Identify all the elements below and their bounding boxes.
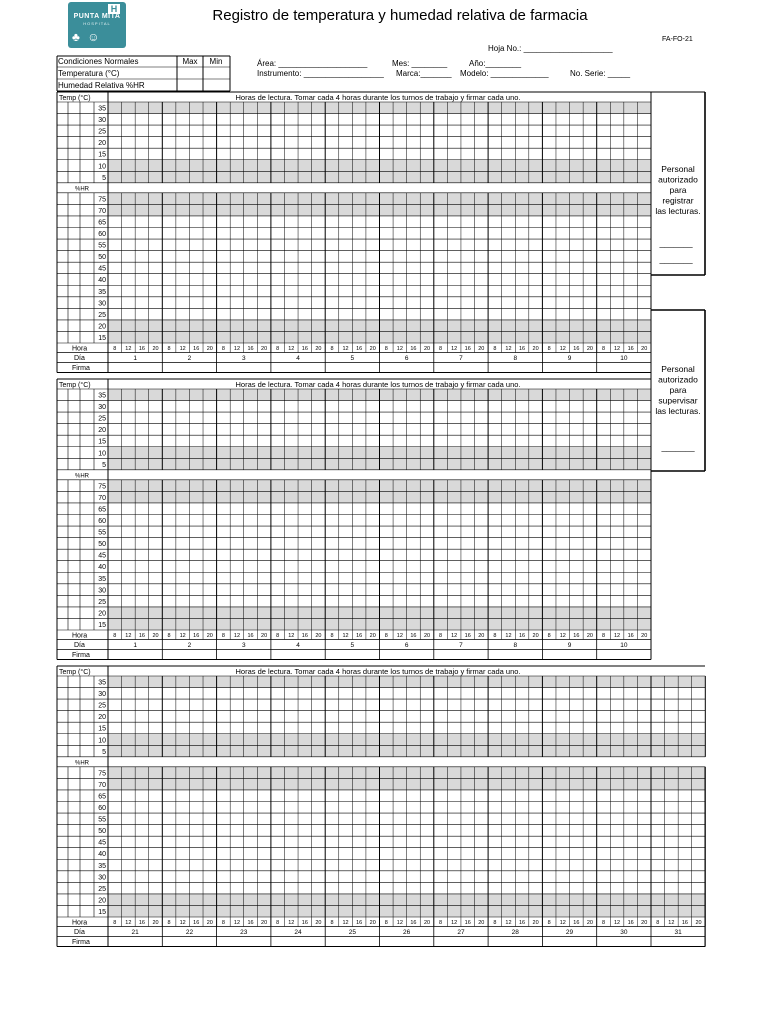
day-number: 24 (294, 929, 302, 936)
hr-value-label: 15 (98, 908, 106, 916)
hospital-h-icon: H (108, 4, 120, 14)
temp-value-label: 15 (98, 725, 106, 733)
temp-value-label: 5 (102, 174, 106, 182)
day-number: 5 (350, 642, 355, 649)
hour-label: 8 (330, 346, 334, 352)
day-number: 5 (350, 355, 355, 362)
hour-label: 12 (125, 920, 132, 926)
hour-label: 8 (276, 920, 280, 926)
hour-label: 20 (532, 920, 539, 926)
hour-label: 20 (641, 920, 648, 926)
day-number: 9 (567, 642, 572, 649)
humidity-condition-label: Humedad Relativa %HR (58, 81, 145, 90)
hour-label: 12 (179, 346, 186, 352)
hour-label: 20 (315, 920, 322, 926)
temp-value-label: 25 (98, 128, 106, 136)
sheet-number-field[interactable]: Hoja No.: ____________________ (488, 44, 613, 53)
hr-value-label: 50 (98, 541, 106, 549)
hr-value-label: 20 (98, 323, 106, 331)
hour-label: 16 (247, 633, 254, 639)
hour-label: 12 (505, 346, 512, 352)
hr-value-label: 70 (98, 781, 106, 789)
hr-value-label: 40 (98, 851, 106, 859)
hour-label: 8 (221, 346, 225, 352)
register-personnel-text: registrar (662, 195, 694, 206)
hour-label: 20 (641, 633, 648, 639)
hr-value-label: 45 (98, 265, 106, 273)
hr-axis-label: %HR (74, 473, 90, 480)
hour-label: 20 (586, 346, 593, 352)
logo-subtitle: HOSPITAL (83, 21, 111, 26)
hr-value-label: 25 (98, 311, 106, 319)
day-number: 2 (187, 355, 192, 362)
day-number: 2 (187, 642, 192, 649)
hour-label: 20 (641, 346, 648, 352)
hour-label: 16 (356, 920, 363, 926)
hr-value-label: 25 (98, 885, 106, 893)
hr-value-label: 30 (98, 587, 106, 595)
hr-value-label: 40 (98, 564, 106, 572)
day-number: 29 (565, 929, 574, 936)
hour-label: 8 (384, 633, 388, 639)
hr-value-label: 55 (98, 816, 106, 824)
hr-value-label: 70 (98, 494, 106, 502)
hour-label: 8 (493, 633, 497, 639)
hour-label: 20 (206, 920, 213, 926)
hour-label: 20 (152, 633, 159, 639)
model-field[interactable]: Modelo: _____________ (460, 69, 549, 78)
temp-value-label: 5 (102, 748, 106, 756)
hour-label: 16 (138, 633, 145, 639)
hour-label: 20 (586, 633, 593, 639)
hour-label: 20 (478, 920, 485, 926)
hour-label: 20 (532, 346, 539, 352)
hour-label: 8 (493, 346, 497, 352)
hour-label: 12 (396, 346, 403, 352)
hora-label: Hora (72, 345, 88, 353)
hour-label: 20 (369, 920, 376, 926)
hour-label: 12 (342, 633, 349, 639)
brand-field[interactable]: Marca:_______ (396, 69, 452, 78)
area-field[interactable]: Área: ____________________ (257, 59, 368, 68)
hour-label: 12 (179, 633, 186, 639)
register-personnel-text: las lecturas. (655, 206, 701, 216)
hour-label: 16 (193, 633, 200, 639)
hour-label: 12 (233, 633, 241, 639)
hr-value-label: 65 (98, 219, 106, 227)
temp-value-label: 35 (98, 392, 106, 400)
hr-value-label: 25 (98, 598, 106, 606)
hour-label: 12 (505, 633, 512, 639)
hour-label: 16 (138, 346, 145, 352)
temp-value-label: 30 (98, 117, 106, 125)
temp-value-label: 15 (98, 438, 106, 446)
day-number: 1 (133, 642, 137, 649)
hour-label: 8 (601, 633, 606, 639)
hr-value-label: 45 (98, 552, 106, 560)
hr-value-label: 60 (98, 231, 106, 238)
day-number: 26 (403, 929, 411, 936)
hour-label: 16 (301, 346, 308, 352)
hour-label: 16 (518, 920, 526, 926)
hour-label: 12 (179, 920, 186, 926)
temp-value-label: 10 (98, 450, 106, 458)
hour-label: 8 (547, 346, 551, 352)
hour-label: 12 (451, 633, 458, 639)
hour-label: 16 (356, 346, 363, 352)
hour-label: 16 (464, 633, 471, 639)
day-number: 7 (459, 355, 463, 362)
day-number: 30 (620, 929, 628, 936)
hour-label: 20 (423, 920, 431, 926)
hr-value-label: 65 (98, 793, 106, 801)
day-number: 3 (241, 642, 246, 649)
hour-label: 8 (656, 920, 660, 926)
supervise-personnel-text: supervisar (658, 395, 698, 406)
supervise-personnel-text: Personal (661, 364, 695, 374)
day-number: 1 (133, 355, 137, 362)
hour-label: 8 (221, 920, 225, 926)
hour-label: 16 (627, 920, 634, 926)
hour-label: 12 (614, 920, 621, 926)
hour-label: 12 (342, 346, 349, 352)
temperature-condition-label: Temperatura (°C) (58, 69, 120, 78)
hour-label: 12 (396, 633, 403, 639)
reading-instructions: Horas de lectura. Tomar cada 4 horas durante los turnos de trabajo y firmar cada uno. (235, 93, 521, 102)
day-number: 31 (674, 929, 682, 936)
hr-value-label: 45 (98, 839, 106, 847)
hour-label: 20 (369, 633, 376, 639)
hr-value-label: 60 (98, 805, 106, 812)
hr-value-label: 75 (98, 483, 106, 491)
temp-value-label: 25 (98, 415, 106, 423)
temp-value-label: 15 (98, 151, 106, 159)
hour-label: 16 (193, 920, 200, 926)
hour-label: 16 (573, 346, 580, 352)
people-icon: ♣ ☺ (72, 30, 102, 44)
temp-axis-label: Temp (°C) (59, 95, 91, 102)
reading-instructions: Horas de lectura. Tomar cada 4 horas durante los turnos de trabajo y firmar cada uno. (235, 667, 521, 676)
temp-value-label: 30 (98, 404, 106, 412)
reading-instructions: Horas de lectura. Tomar cada 4 horas durante los turnos de trabajo y firmar cada uno. (235, 380, 521, 389)
day-number: 6 (404, 355, 409, 362)
year-field[interactable]: Año:________ (469, 59, 522, 68)
hr-value-label: 30 (98, 300, 106, 308)
hour-label: 16 (518, 346, 526, 352)
hour-label: 12 (125, 633, 132, 639)
day-number: 10 (620, 642, 628, 649)
temp-axis-label: Temp (°C) (59, 382, 91, 389)
hour-label: 20 (261, 346, 268, 352)
hour-label: 8 (547, 633, 551, 639)
dia-label: Día (74, 929, 85, 936)
hour-label: 8 (384, 920, 388, 926)
max-label: Max (182, 57, 198, 66)
hour-label: 12 (125, 346, 132, 352)
hour-label: 12 (668, 920, 675, 926)
day-number: 4 (296, 355, 300, 362)
hora-label: Hora (72, 919, 88, 927)
hr-value-label: 60 (98, 518, 106, 525)
hour-label: 16 (464, 920, 471, 926)
hr-value-label: 20 (98, 897, 106, 905)
hr-value-label: 65 (98, 506, 106, 514)
month-field[interactable]: Mes: ________ (392, 59, 448, 68)
hour-label: 16 (573, 633, 580, 639)
temp-axis-label: Temp (°C) (59, 669, 91, 676)
hour-label: 8 (167, 346, 171, 352)
hour-label: 12 (288, 920, 295, 926)
hour-label: 16 (464, 346, 471, 352)
signature-line: _______ (661, 442, 695, 452)
hr-value-label: 55 (98, 242, 106, 250)
hour-label: 8 (330, 633, 334, 639)
hour-label: 16 (138, 920, 145, 926)
instrument-field[interactable]: Instrumento: __________________ (257, 69, 384, 78)
hour-label: 16 (410, 920, 417, 926)
hour-label: 20 (695, 920, 702, 926)
hour-label: 16 (356, 633, 363, 639)
day-number: 9 (567, 355, 572, 362)
hour-label: 12 (233, 920, 241, 926)
hr-value-label: 20 (98, 610, 106, 618)
hr-value-label: 75 (98, 196, 106, 204)
day-number: 8 (513, 642, 518, 649)
page-title: Registro de temperatura y humedad relativa de farmacia (212, 7, 588, 24)
hour-label: 12 (559, 633, 566, 639)
hour-label: 16 (410, 633, 417, 639)
temp-value-label: 5 (102, 461, 106, 469)
hr-value-label: 30 (98, 874, 106, 882)
firma-label: Firma (72, 365, 90, 372)
hour-label: 20 (423, 346, 431, 352)
hour-label: 8 (276, 346, 280, 352)
dia-label: Día (74, 355, 85, 362)
hour-label: 20 (152, 346, 159, 352)
day-number: 21 (131, 929, 139, 936)
hour-label: 16 (627, 633, 634, 639)
serial-field[interactable]: No. Serie: _____ (570, 69, 631, 78)
supervise-personnel-text: las lecturas. (655, 406, 701, 416)
hr-value-label: 50 (98, 254, 106, 262)
hr-axis-label: %HR (74, 186, 90, 193)
dia-label: Día (74, 642, 85, 649)
temp-value-label: 30 (98, 691, 106, 699)
temp-value-label: 10 (98, 163, 106, 171)
hour-label: 8 (601, 346, 606, 352)
hour-label: 12 (396, 920, 403, 926)
firma-label: Firma (72, 652, 90, 659)
day-number: 4 (296, 642, 300, 649)
hour-label: 8 (493, 920, 497, 926)
hour-label: 8 (167, 633, 171, 639)
hr-value-label: 50 (98, 828, 106, 836)
hour-label: 20 (586, 920, 593, 926)
hr-value-label: 15 (98, 621, 106, 629)
hour-label: 8 (384, 346, 388, 352)
hour-label: 8 (113, 920, 117, 926)
hour-label: 20 (532, 633, 539, 639)
day-number: 22 (185, 929, 194, 936)
hour-label: 12 (559, 346, 566, 352)
hour-label: 16 (301, 920, 308, 926)
hour-label: 20 (261, 633, 268, 639)
supervise-personnel-text: autorizado (658, 374, 698, 385)
hour-label: 8 (439, 346, 443, 352)
hr-value-label: 35 (98, 575, 106, 583)
hora-label: Hora (72, 632, 88, 640)
form-code: FA-FO-21 (662, 36, 693, 43)
hr-value-label: 15 (98, 334, 106, 342)
hour-label: 16 (301, 633, 308, 639)
firma-label: Firma (72, 939, 90, 946)
hour-label: 8 (221, 633, 225, 639)
hour-label: 16 (681, 920, 688, 926)
hour-label: 20 (478, 633, 485, 639)
hr-value-label: 35 (98, 288, 106, 296)
temp-value-label: 25 (98, 702, 106, 710)
hr-value-label: 75 (98, 770, 106, 778)
hour-label: 8 (276, 633, 280, 639)
conditions-header: Condiciones Normales (58, 57, 139, 66)
day-number: 3 (241, 355, 246, 362)
hour-label: 20 (315, 346, 322, 352)
hour-label: 12 (614, 633, 621, 639)
hour-label: 16 (193, 346, 200, 352)
register-personnel-text: Personal (661, 164, 695, 174)
hr-value-label: 55 (98, 529, 106, 537)
day-number: 23 (240, 929, 248, 936)
hour-label: 20 (478, 346, 485, 352)
hr-value-label: 40 (98, 277, 106, 285)
hour-label: 16 (518, 633, 526, 639)
register-personnel-text: para (669, 185, 687, 195)
hour-label: 20 (152, 920, 159, 926)
day-number: 7 (459, 642, 463, 649)
day-number: 8 (513, 355, 518, 362)
hour-label: 16 (247, 346, 254, 352)
hour-label: 20 (369, 346, 376, 352)
hour-label: 12 (451, 346, 458, 352)
hour-label: 20 (423, 633, 431, 639)
hour-label: 16 (627, 346, 634, 352)
signature-line: _______ (659, 254, 693, 264)
hour-label: 12 (505, 920, 512, 926)
hour-label: 12 (233, 346, 241, 352)
hour-label: 12 (559, 920, 566, 926)
hour-label: 16 (247, 920, 254, 926)
day-number: 10 (620, 355, 628, 362)
hr-value-label: 70 (98, 207, 106, 215)
temp-value-label: 20 (98, 714, 106, 722)
temp-value-label: 20 (98, 427, 106, 435)
hour-label: 12 (288, 633, 295, 639)
day-number: 28 (511, 929, 519, 936)
temp-value-label: 35 (98, 105, 106, 113)
supervise-personnel-text: para (669, 385, 687, 395)
hour-label: 8 (439, 920, 443, 926)
hour-label: 12 (451, 920, 458, 926)
logo-brand: PUNTA MITA (73, 13, 121, 20)
hr-value-label: 35 (98, 862, 106, 870)
register-personnel-text: autorizado (658, 174, 698, 185)
hour-label: 8 (547, 920, 551, 926)
temp-value-label: 20 (98, 140, 106, 148)
hour-label: 8 (439, 633, 443, 639)
hour-label: 12 (288, 346, 295, 352)
hour-label: 8 (113, 346, 117, 352)
signature-line: _______ (659, 238, 693, 248)
hour-label: 8 (113, 633, 117, 639)
temp-value-label: 10 (98, 737, 106, 745)
hour-label: 12 (614, 346, 621, 352)
hour-label: 20 (261, 920, 268, 926)
hr-axis-label: %HR (74, 760, 90, 767)
day-number: 25 (348, 929, 356, 936)
day-number: 27 (457, 929, 465, 936)
hour-label: 20 (206, 633, 213, 639)
hour-label: 8 (167, 920, 171, 926)
hour-label: 16 (410, 346, 417, 352)
hour-label: 20 (206, 346, 213, 352)
min-label: Min (209, 57, 223, 66)
hour-label: 8 (601, 920, 606, 926)
hour-label: 8 (330, 920, 334, 926)
hour-label: 12 (342, 920, 349, 926)
hour-label: 20 (315, 633, 322, 639)
hour-label: 16 (573, 920, 580, 926)
day-number: 6 (404, 642, 409, 649)
temp-value-label: 35 (98, 679, 106, 687)
